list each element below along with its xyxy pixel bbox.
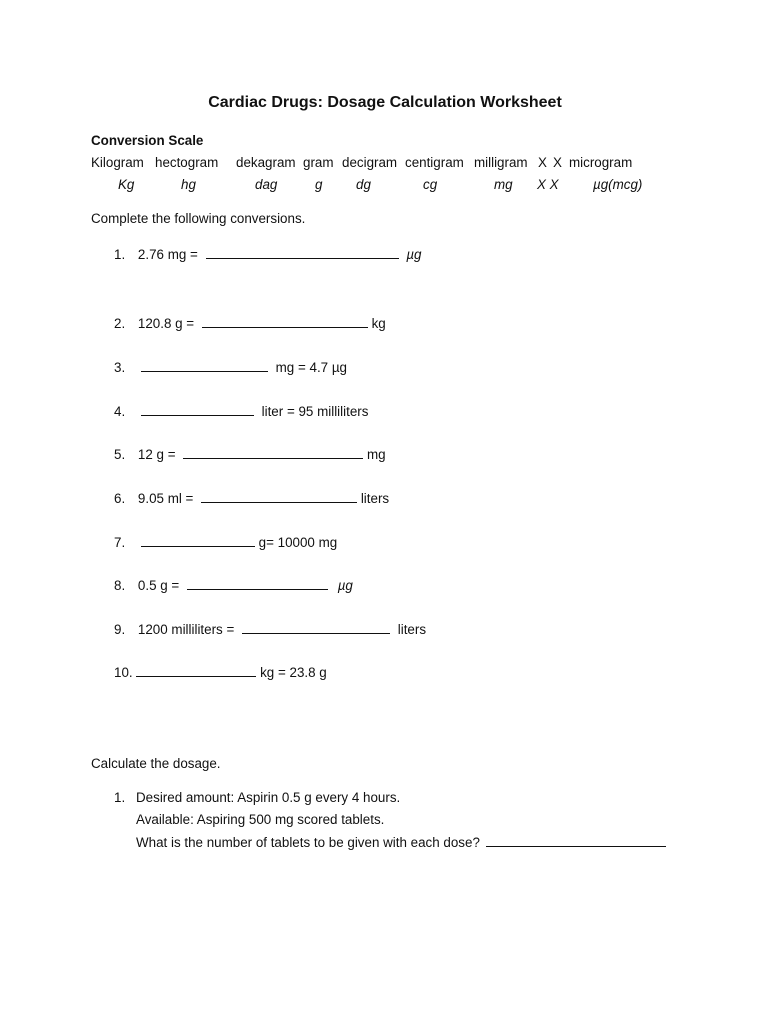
abbrev-hg: hg <box>181 177 196 192</box>
abbrev-mg: mg <box>494 177 513 192</box>
item-suffix: liter = 95 milliliters <box>261 404 369 419</box>
dosage-item-number: 1. <box>114 790 126 805</box>
list-item <box>114 246 421 262</box>
list-item <box>114 446 386 462</box>
list-item <box>114 315 386 331</box>
list-item <box>114 534 337 550</box>
list-item <box>114 621 426 637</box>
abbrev-kg: Kg <box>118 177 135 192</box>
item-number: 1. <box>114 247 126 262</box>
unit-centigram: centigram <box>405 155 464 170</box>
item-suffix: mg = 4.7 µg <box>275 360 348 375</box>
item-number: 7. <box>114 535 126 550</box>
item-number: 6. <box>114 491 126 506</box>
item-suffix: kg = 23.8 g <box>260 665 327 680</box>
item-suffix: µg <box>406 247 422 262</box>
answer-blank[interactable] <box>141 534 255 547</box>
item-suffix: µg <box>337 578 353 593</box>
unit-decigram: decigram <box>342 155 398 170</box>
item-prefix: 9.05 ml = <box>137 491 194 506</box>
dosage-instruction: Calculate the dosage. <box>91 756 221 771</box>
unit-kilogram: Kilogram <box>91 155 144 170</box>
answer-blank[interactable] <box>187 577 328 590</box>
answer-blank[interactable] <box>201 490 357 503</box>
item-suffix: g= 10000 mg <box>258 535 338 550</box>
dosage-question: What is the number of tablets to be given with each dose? <box>136 835 480 850</box>
dosage-answer-blank[interactable] <box>486 834 666 847</box>
unit-microgram: microgram <box>569 155 633 170</box>
abbrev-xx: X X <box>537 177 559 192</box>
item-number: 2. <box>114 316 126 331</box>
list-item <box>114 577 353 593</box>
answer-blank[interactable] <box>141 359 268 372</box>
dosage-desired-line: Desired amount: Aspirin 0.5 g every 4 hours. <box>136 790 401 805</box>
item-number: 3. <box>114 360 126 375</box>
list-item <box>114 490 389 506</box>
unit-hectogram: hectogram <box>155 155 219 170</box>
unit-x-2: X <box>553 155 562 170</box>
item-number: 9. <box>114 622 126 637</box>
answer-blank[interactable] <box>202 315 368 328</box>
item-suffix: liters <box>360 491 390 506</box>
unit-dekagram: dekagram <box>236 155 296 170</box>
list-item <box>114 359 347 375</box>
list-item <box>114 403 368 419</box>
page-title: Cardiac Drugs: Dosage Calculation Worksheet <box>208 94 562 111</box>
item-suffix: liters <box>397 622 427 637</box>
dosage-available-line: Available: Aspiring 500 mg scored tablets. <box>136 812 385 827</box>
item-suffix: mg <box>366 447 386 462</box>
item-number: 8. <box>114 578 126 593</box>
abbrev-microgram: µg(mcg) <box>593 177 643 192</box>
conversions-instruction: Complete the following conversions. <box>91 211 306 226</box>
abbrev-dg: dg <box>356 177 371 192</box>
item-number: 10. <box>114 665 133 680</box>
list-item <box>114 664 327 680</box>
abbrev-dag: dag <box>255 177 278 192</box>
item-prefix: 12 g = <box>137 447 176 462</box>
conversion-scale-heading: Conversion Scale <box>91 133 204 148</box>
unit-milligram: milligram <box>474 155 528 170</box>
unit-x-1: X <box>538 155 547 170</box>
unit-gram: gram <box>303 155 334 170</box>
item-suffix: kg <box>371 316 386 331</box>
item-number: 5. <box>114 447 126 462</box>
answer-blank[interactable] <box>141 403 254 416</box>
item-prefix: 120.8 g = <box>137 316 195 331</box>
abbrev-g: g <box>315 177 323 192</box>
item-prefix: 0.5 g = <box>137 578 180 593</box>
abbrev-cg: cg <box>423 177 438 192</box>
answer-blank[interactable] <box>242 621 390 634</box>
item-prefix: 2.76 mg = <box>137 247 198 262</box>
dosage-question-line <box>136 834 666 850</box>
answer-blank[interactable] <box>183 446 363 459</box>
answer-blank[interactable] <box>136 664 256 677</box>
item-number: 4. <box>114 404 126 419</box>
item-prefix: 1200 milliliters = <box>137 622 235 637</box>
answer-blank[interactable] <box>206 246 399 259</box>
